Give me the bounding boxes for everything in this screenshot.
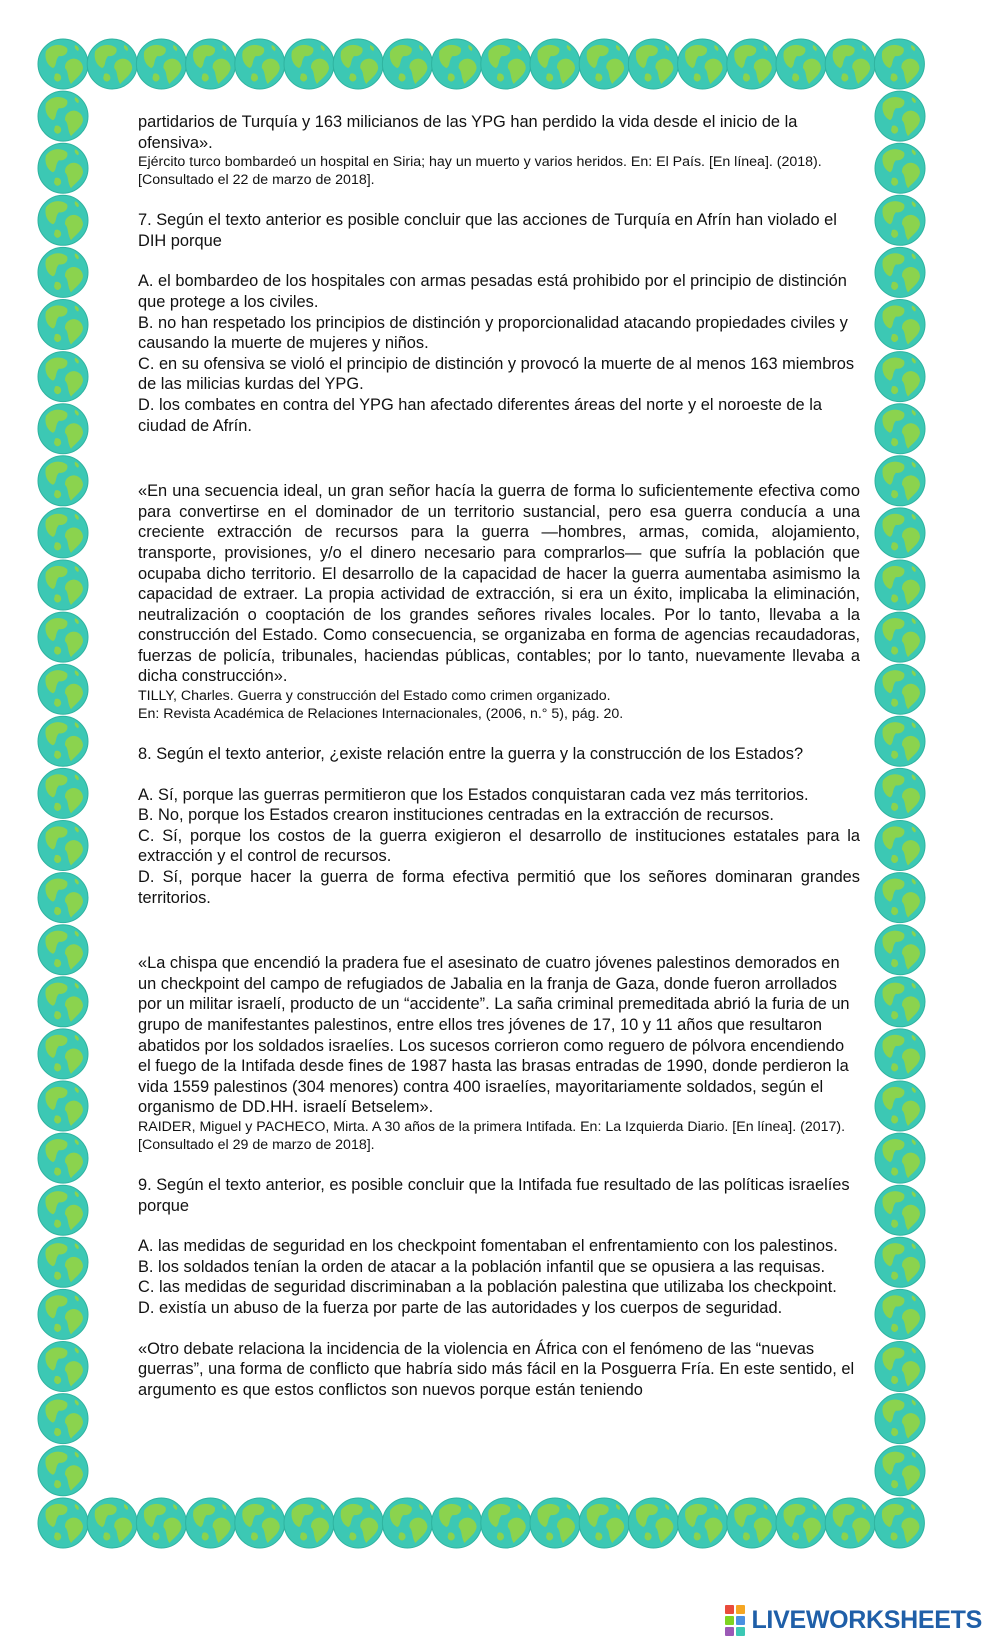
globe-icon — [38, 664, 88, 714]
globe-icon — [38, 39, 88, 89]
question-7: 7. Según el texto anterior es posible concluir que las acciones de Turquía en Afrín han violado el DIH porque — [138, 211, 837, 250]
globe-icon — [38, 821, 88, 871]
globe-icon — [875, 404, 925, 454]
globe-icon — [38, 1342, 88, 1392]
globe-icon — [727, 1498, 777, 1548]
globe-icon — [38, 404, 88, 454]
globe-icon — [875, 1342, 925, 1392]
globe-icon — [38, 873, 88, 923]
globe-icon — [628, 39, 678, 89]
globe-icon — [38, 352, 88, 402]
globe-icon — [186, 1498, 236, 1548]
globe-border-left — [38, 91, 88, 1496]
globe-icon — [875, 300, 925, 350]
globe-icon — [38, 612, 88, 662]
globe-icon — [875, 1289, 925, 1339]
globe-icon — [678, 1498, 728, 1548]
citation-tilly-line2: En: Revista Académica de Relaciones Internacionales, (2006, n.° 5), pág. 20. — [138, 706, 624, 723]
continuation-text: partidarios de Turquía y 163 milicianos de las YPG han perdido la vida desde el inicio de la ofensiva». — [138, 113, 798, 152]
question-8: 8. Según el texto anterior, ¿existe relación entre la guerra y la construcción de los Estados? — [138, 745, 804, 764]
globe-icon — [38, 1133, 88, 1183]
globe-icon — [38, 300, 88, 350]
globe-icon — [875, 560, 925, 610]
globe-icon — [875, 1446, 925, 1496]
globe-icon — [38, 91, 88, 141]
globe-icon — [38, 456, 88, 506]
globe-icon — [875, 873, 925, 923]
globe-icon — [38, 1029, 88, 1079]
globe-icon — [875, 1237, 925, 1287]
globe-icon — [875, 508, 925, 558]
globe-icon — [875, 352, 925, 402]
globe-icon — [87, 1498, 137, 1548]
q8-option-c: C. Sí, porque los costos de la guerra exigieron el desarrollo de instituciones estatales para la extracción y el control de recursos. — [138, 826, 860, 866]
globe-icon — [875, 1029, 925, 1079]
globe-icon — [530, 39, 580, 89]
liveworksheets-brand: LIVEWORKSHEETS — [751, 1605, 982, 1634]
globe-icon — [432, 1498, 482, 1548]
globe-icon — [875, 977, 925, 1027]
globe-icon — [825, 1498, 875, 1548]
globe-icon — [874, 1498, 924, 1548]
q9-option-b: B. los soldados tenían la orden de atacar a la población infantil que se opusiera a las requisas. — [138, 1257, 826, 1276]
globe-icon — [678, 39, 728, 89]
globe-icon — [875, 195, 925, 245]
globe-icon — [874, 39, 924, 89]
globe-icon — [38, 1237, 88, 1287]
globe-icon — [481, 39, 531, 89]
citation-el-pais: Ejército turco bombardeó un hospital en Siria; hay un muerto y varios heridos. En: El País. [En línea]. (2018). [Consultado el 22 de marzo de 2018]. — [138, 154, 822, 189]
q8-option-d: D. Sí, porque hacer la guerra de forma efectiva permitió que los señores dominaran grandes territorios. — [138, 868, 860, 907]
globe-border-right — [875, 91, 925, 1496]
globe-icon — [38, 560, 88, 610]
globe-icon — [875, 925, 925, 975]
globe-border-top — [38, 39, 924, 89]
globe-icon — [136, 1498, 186, 1548]
globe-icon — [38, 977, 88, 1027]
globe-icon — [875, 664, 925, 714]
globe-icon — [875, 821, 925, 871]
globe-icon — [38, 1185, 88, 1235]
globe-icon — [186, 39, 236, 89]
globe-icon — [87, 39, 137, 89]
globe-icon — [776, 1498, 826, 1548]
globe-icon — [333, 1498, 383, 1548]
q9-option-c: C. las medidas de seguridad discriminaban a la población palestina que utilizaba los checkpoint. — [138, 1278, 837, 1297]
quote-intifada: «La chispa que encendió la pradera fue el asesinato de cuatro jóvenes palestinos demorados en un checkpoint del campo de refugiados de Jabalia en la franja de Gaza, donde fueron arrollados por un militar israelí, producto de un “accidente”. La saña criminal premeditada abrió la furia de un grupo de manifestantes palestinos, entre ellos tres jóvenes de 17, 10 y 11 años que resultaron abatidos por los soldados israelíes. Los sucesos corrieron como reguero de pólvora encendiendo el fuego de la Intifada desde fines de 1987 hasta las brasas entradas de 1990, donde perdieron la vida 1559 palestinos (304 menores) contra 400 israelíes, mayoritariamente soldados, según el organismo de DD.HH. israelí Betselem». — [138, 954, 850, 1117]
globe-icon — [875, 1081, 925, 1131]
quote-africa: «Otro debate relaciona la incidencia de la violencia en África con el fenómeno de las “nuevas guerras”, una forma de conflicto que habría sido más fácil en la Posguerra Fría. En este sentido, el argumento es que estos conflictos son nuevos porque están teniendo — [138, 1339, 855, 1399]
q8-option-a: A. Sí, porque las guerras permitieron que los Estados conquistaran cada vez más territorios. — [138, 785, 809, 804]
globe-icon — [875, 768, 925, 818]
q7-option-d: D. los combates en contra del YPG han afectado diferentes áreas del norte y el noroeste de la ciudad de Afrín. — [138, 395, 822, 435]
globe-icon — [38, 925, 88, 975]
globe-icon — [235, 39, 285, 89]
liveworksheets-logo-icon — [725, 1605, 745, 1636]
globe-icon — [875, 143, 925, 193]
citation-raider: RAIDER, Miguel y PACHECO, Mirta. A 30 años de la primera Intifada. En: La Izquierda Diario. [En línea]. (2017). [Consultado el 29 de marzo de 2018]. — [138, 1118, 846, 1153]
globe-icon — [432, 39, 482, 89]
globe-icon — [38, 1446, 88, 1496]
globe-icon — [38, 1394, 88, 1444]
globe-icon — [38, 768, 88, 818]
globe-icon — [38, 1498, 88, 1548]
globe-icon — [530, 1498, 580, 1548]
globe-icon — [579, 39, 629, 89]
globe-icon — [38, 1081, 88, 1131]
quote-tilly: «En una secuencia ideal, un gran señor hacía la guerra de forma lo suficientemente efectiva como para convertirse en el dominador de un territorio sustancial, pero esa guerra conducía a una creciente extracción de recursos para la guerra —hombres, armas, comida, alojamiento, transporte, provisiones, y/o el dinero necesario para comprarlos— que sufría la población que ocupaba dicho territorio. El desarrollo de la capacidad de hacer la guerra aumentaba asimismo la capacidad de extraer. La propia actividad de extracción, si era un éxito, implicaba la eliminación, neutralización o cooptación de los grandes señores rivales locales. Por lo tanto, llevaba a la construcción del Estado. Como consecuencia, se organizaba en forma de agencias recaudadoras, fuerzas de policía, tribunales, haciendas públicas, contables; por lo tanto, nuevamente llevaba a dicha construcción». — [138, 482, 860, 686]
worksheet-content — [138, 112, 860, 1400]
globe-icon — [481, 1498, 531, 1548]
globe-icon — [776, 39, 826, 89]
q7-option-c: C. en su ofensiva se violó el principio de distinción y provocó la muerte de al menos 163 miembros de las milicias kurdas del YPG. — [138, 354, 855, 394]
globe-icon — [875, 1185, 925, 1235]
globe-icon — [38, 143, 88, 193]
globe-icon — [875, 91, 925, 141]
liveworksheets-footer[interactable] — [725, 1603, 982, 1637]
globe-icon — [875, 456, 925, 506]
globe-icon — [875, 612, 925, 662]
globe-icon — [235, 1498, 285, 1548]
globe-icon — [579, 1498, 629, 1548]
globe-icon — [284, 1498, 334, 1548]
q7-option-a: A. el bombardeo de los hospitales con armas pesadas está prohibido por el principio de distinción que protege a los civiles. — [138, 272, 847, 311]
globe-icon — [825, 39, 875, 89]
globe-icon — [284, 39, 334, 89]
globe-icon — [628, 1498, 678, 1548]
globe-border-bottom — [38, 1498, 924, 1548]
question-9: 9. Según el texto anterior, es posible concluir que la Intifada fue resultado de las políticas israelíes porque — [138, 1175, 850, 1215]
globe-icon — [382, 39, 432, 89]
globe-icon — [38, 508, 88, 558]
globe-icon — [38, 195, 88, 245]
globe-icon — [875, 247, 925, 297]
globe-icon — [875, 716, 925, 766]
globe-icon — [382, 1498, 432, 1548]
citation-tilly-line1: TILLY, Charles. Guerra y construcción del Estado como crimen organizado. — [138, 688, 611, 705]
globe-icon — [136, 39, 186, 89]
globe-icon — [38, 716, 88, 766]
globe-icon — [875, 1133, 925, 1183]
globe-icon — [875, 1394, 925, 1444]
q8-option-b: B. No, porque los Estados crearon instituciones centradas en la extracción de recursos. — [138, 806, 774, 825]
q9-option-a: A. las medidas de seguridad en los checkpoint fomentaban el enfrentamiento con los palestinos. — [138, 1237, 838, 1256]
q7-option-b: B. no han respetado los principios de distinción y proporcionalidad atacando propiedades civiles y causando la muerte de mujeres y niños. — [138, 313, 848, 353]
globe-icon — [38, 247, 88, 297]
globe-icon — [333, 39, 383, 89]
globe-icon — [38, 1289, 88, 1339]
globe-icon — [727, 39, 777, 89]
q9-option-d: D. existía un abuso de la fuerza por parte de las autoridades y los cuerpos de seguridad. — [138, 1298, 783, 1317]
